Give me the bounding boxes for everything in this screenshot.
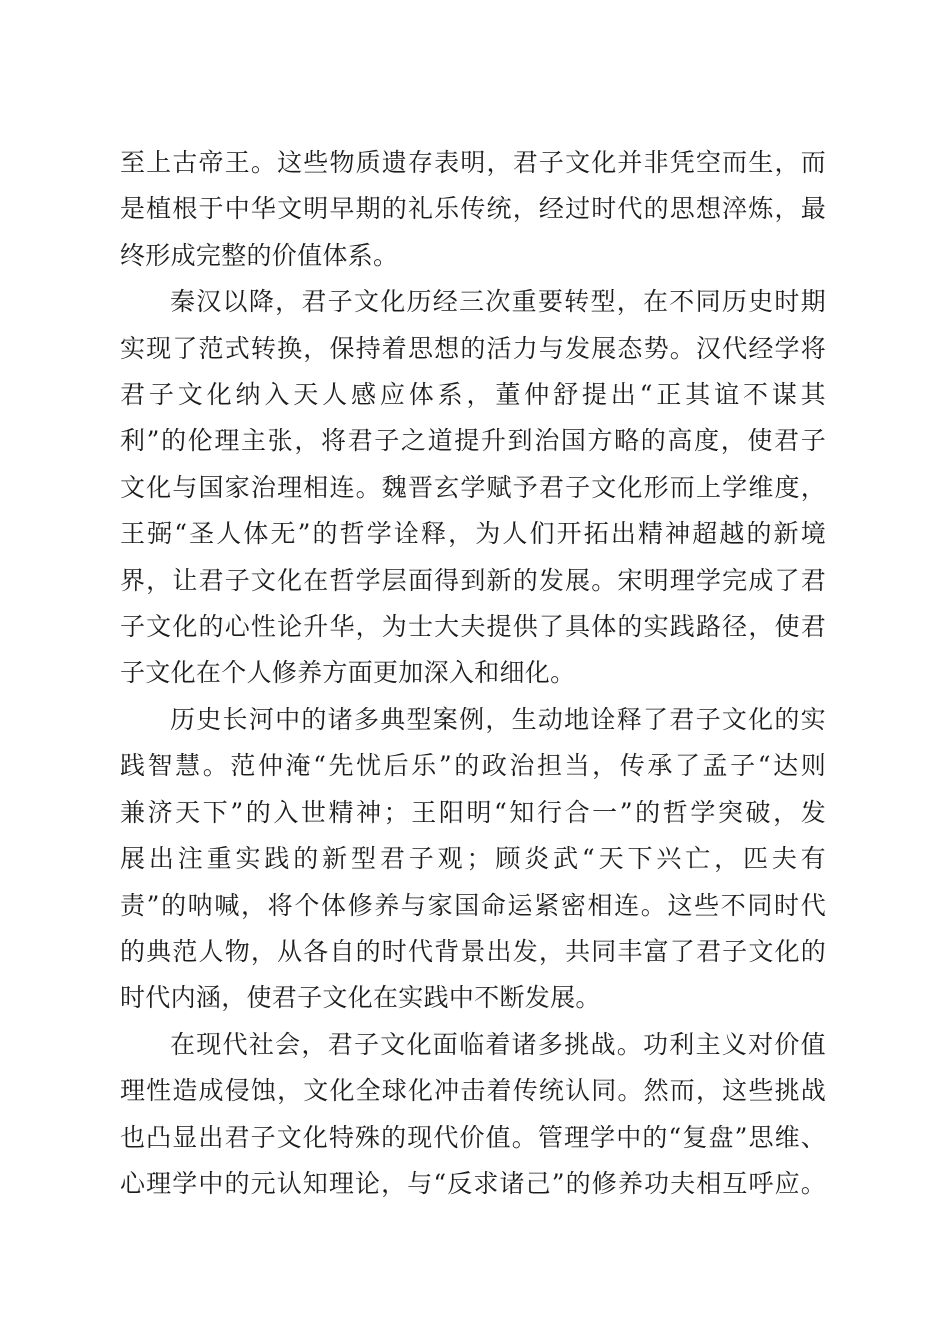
text-line: 践智慧。范仲淹“先忧后乐”的政治担当，传承了孟子“达则: [120, 751, 826, 781]
paragraph-3: [120, 697, 826, 1022]
text-line: 文化与国家治理相连。魏晋玄学赋予君子文化形而上学维度，: [120, 472, 826, 502]
text-line: 时代内涵，使君子文化在实践中不断发展。: [120, 983, 601, 1013]
text-line: 理性造成侵蚀，文化全球化冲击着传统认同。然而，这些挑战: [120, 1076, 826, 1106]
body-text: [120, 140, 826, 1207]
text-line: 实现了范式转换，保持着思想的活力与发展态势。汉代经学将: [120, 333, 826, 363]
text-line: 是植根于中华文明早期的礼乐传统，经过时代的思想淬炼，最: [120, 194, 826, 224]
text-line: 终形成完整的价值体系。: [120, 240, 399, 270]
text-line: 兼济天下”的入世精神；王阳明“知行合一”的哲学突破，发: [120, 797, 826, 827]
text-line: 王弼“圣人体无”的哲学诠释，为人们开拓出精神超越的新境: [120, 519, 826, 549]
paragraph-4: [120, 1022, 826, 1208]
text-line: 在现代社会，君子文化面临着诸多挑战。功利主义对价值: [170, 1029, 826, 1059]
text-line: 子文化在个人修养方面更加深入和细化。: [120, 658, 576, 688]
text-line: 也凸显出君子文化特殊的现代价值。管理学中的“复盘”思维、: [120, 1122, 826, 1152]
text-line: 君子文化纳入天人感应体系，董仲舒提出“正其谊不谋其: [120, 380, 826, 410]
text-line: 历史长河中的诸多典型案例，生动地诠释了君子文化的实: [170, 704, 826, 734]
text-line: 责”的呐喊，将个体修养与家国命运紧密相连。这些不同时代: [120, 890, 826, 920]
text-line: 至上古帝王。这些物质遗存表明，君子文化并非凭空而生，而: [120, 148, 826, 177]
text-line: 秦汉以降，君子文化历经三次重要转型，在不同历史时期: [170, 287, 826, 317]
text-line: 利”的伦理主张，将君子之道提升到治国方略的高度，使君子: [120, 426, 826, 456]
text-line: 子文化的心性论升华，为士大夫提供了具体的实践路径，使君: [120, 612, 826, 642]
text-line: 的典范人物，从各自的时代背景出发，共同丰富了君子文化的: [120, 936, 826, 966]
paragraph-1: [120, 140, 826, 279]
text-line: 展出注重实践的新型君子观；顾炎武“天下兴亡，匹夫有: [120, 844, 826, 874]
paragraph-2: [120, 279, 826, 697]
text-line: 心理学中的元认知理论，与“反求诸己”的修养功夫相互呼应。: [120, 1168, 826, 1198]
text-line: 界，让君子文化在哲学层面得到新的发展。宋明理学完成了君: [120, 565, 826, 595]
